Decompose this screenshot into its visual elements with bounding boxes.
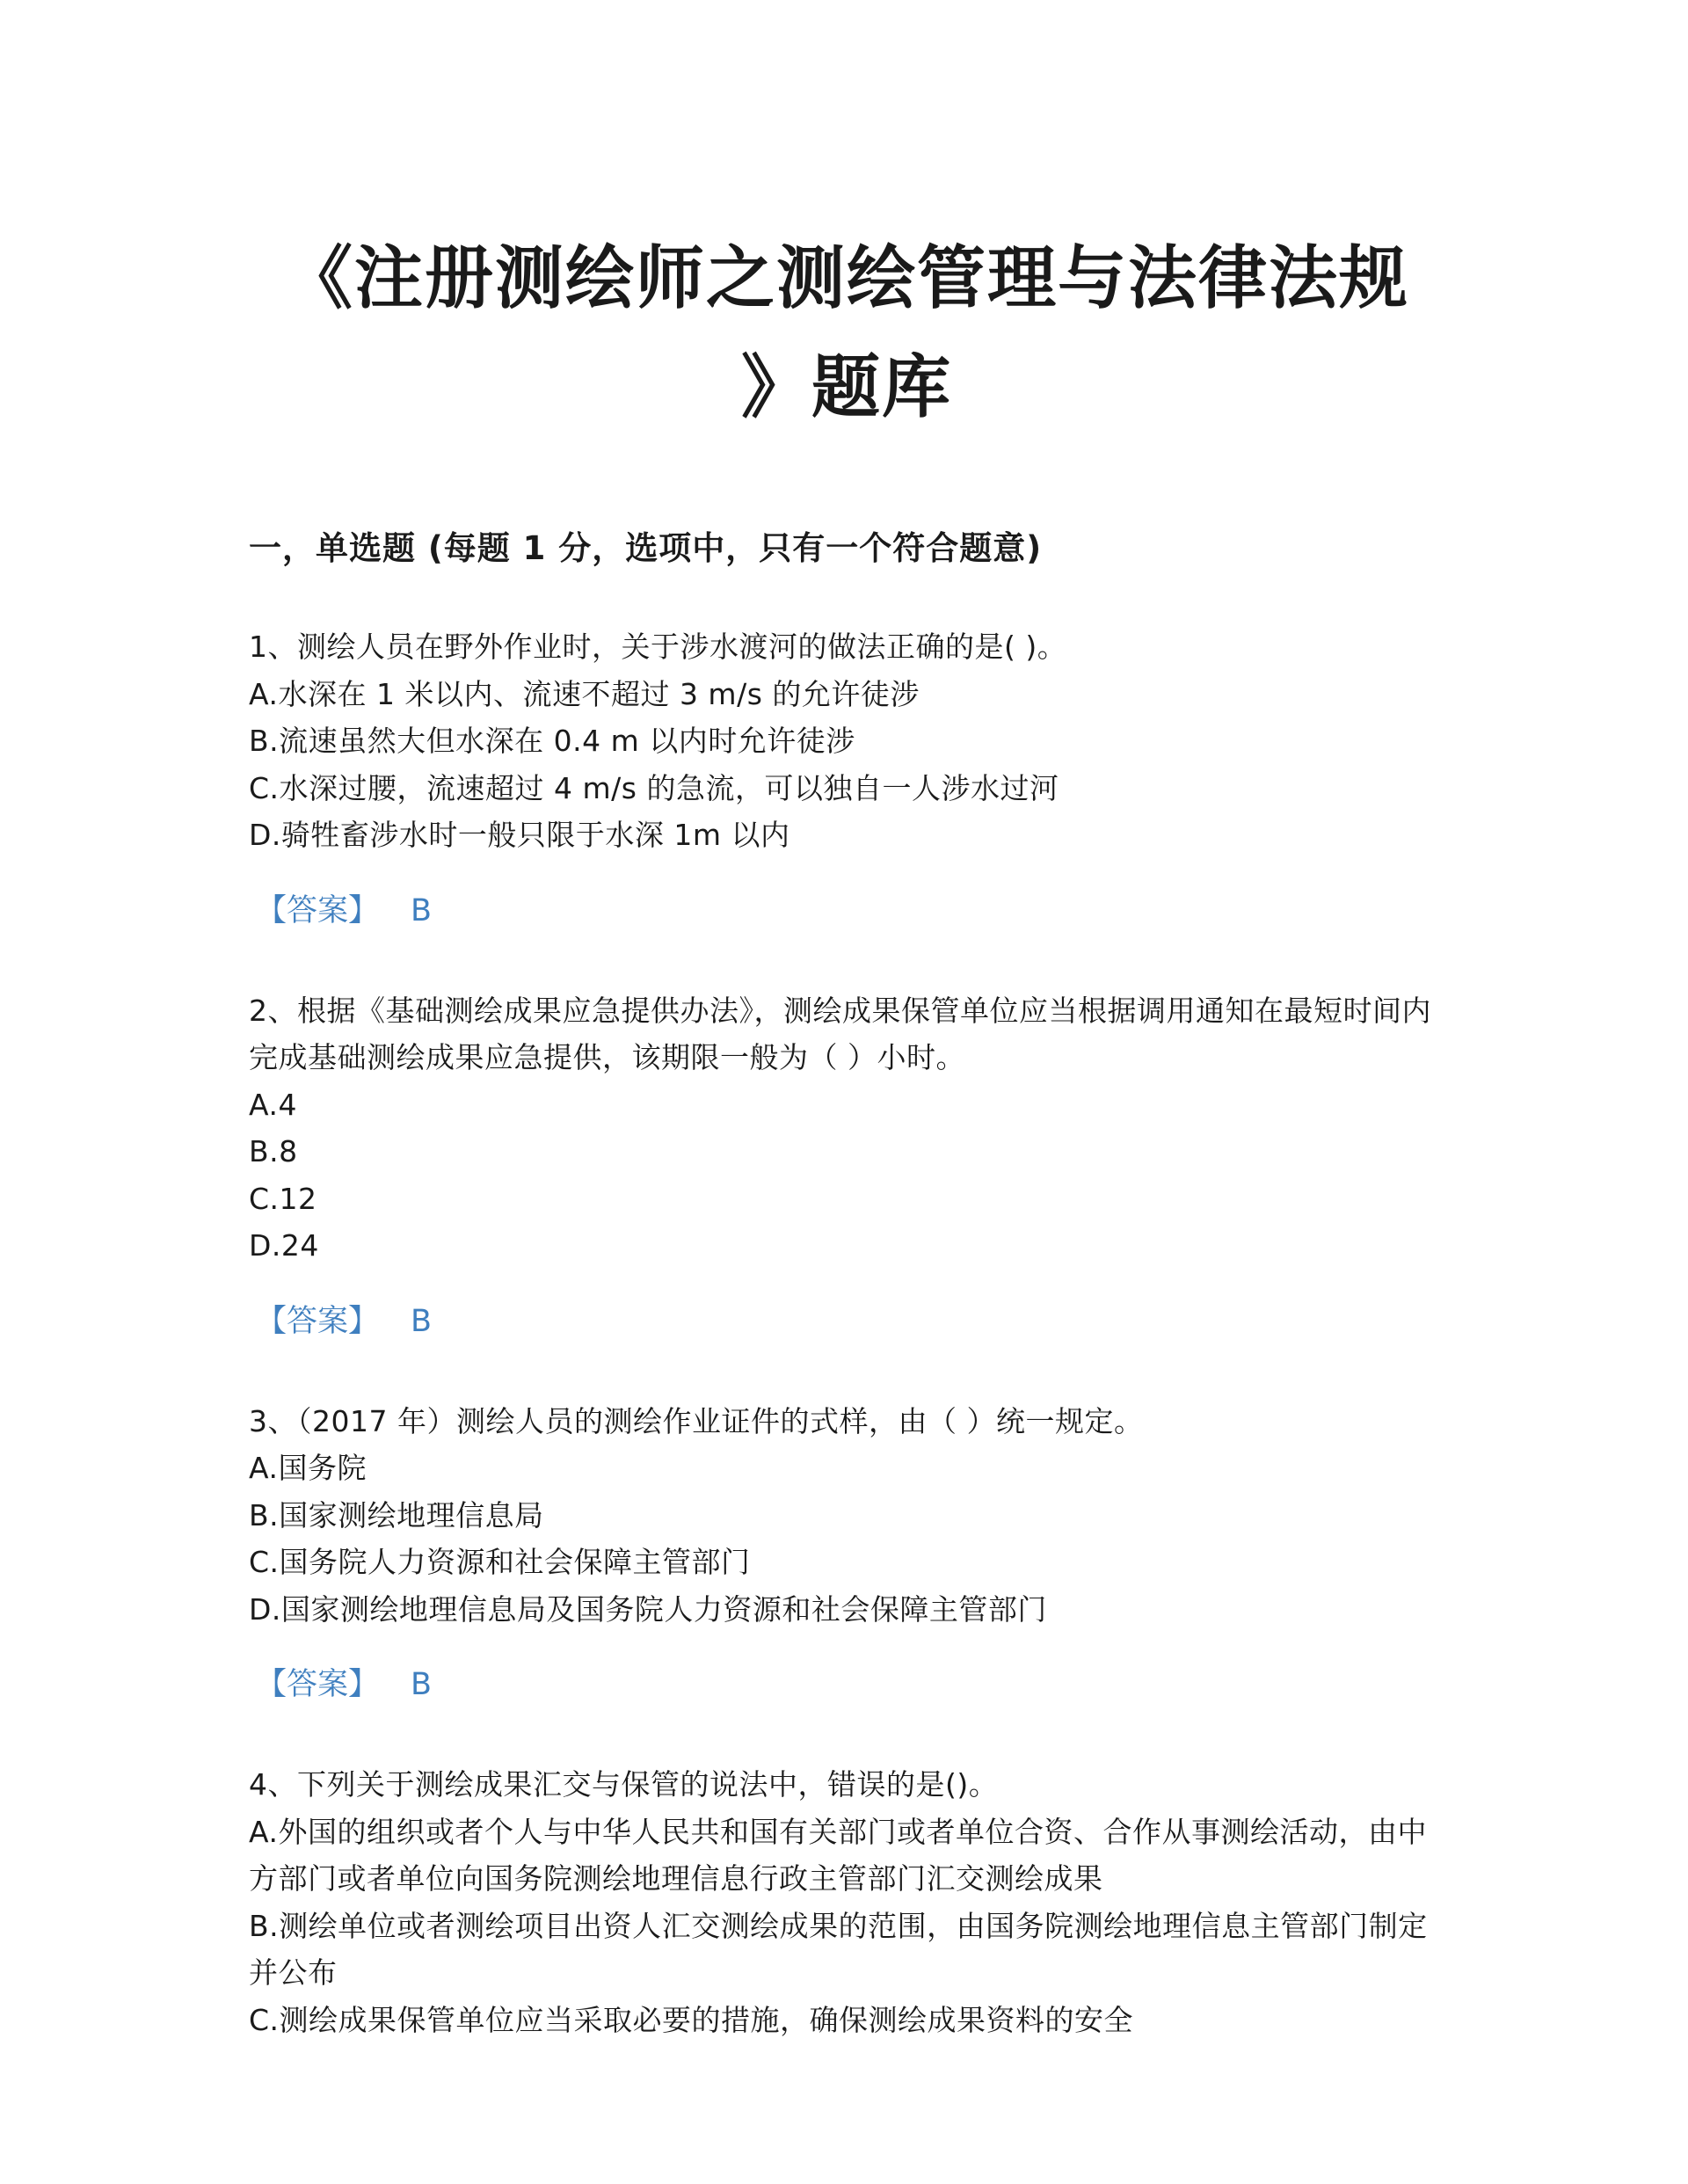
option-c: C.国务院人力资源和社会保障主管部门 (249, 1545, 751, 1579)
option-c: C.12 (249, 1181, 317, 1216)
option-a: A.国务院 (249, 1451, 367, 1485)
option-b: B.测绘单位或者测绘项目出资人汇交测绘成果的范围，由国务院测绘地理信息主管部门制定并公布 (249, 1908, 1428, 1990)
option-b: B.国家测绘地理信息局 (249, 1497, 544, 1532)
option-d: D.骑牲畜涉水时一般只限于水深 1m 以内 (249, 818, 790, 852)
answer-value: B (411, 1303, 433, 1339)
option-d: D.24 (249, 1228, 319, 1263)
option-d: D.国家测绘地理信息局及国务院人力资源和社会保障主管部门 (249, 1591, 1047, 1627)
answer-line (249, 1299, 1444, 1345)
question-2 (249, 987, 1444, 1345)
answer-value: B (411, 1667, 433, 1702)
answer-label: 【答案】 (256, 1303, 380, 1339)
document-title-line-1: 《注册测绘师之测绘管理与法律法规 (283, 238, 1409, 318)
option-a: A.水深在 1 米以内、流速不超过 3 m/s 的允许徒涉 (249, 676, 920, 711)
answer-line (249, 888, 1444, 935)
answer-label: 【答案】 (256, 1667, 380, 1702)
question-3 (249, 1398, 1444, 1709)
question-stem: 4、下列关于测绘成果汇交与保管的说法中，错误的是()。 (249, 1767, 999, 1802)
question-1 (249, 623, 1444, 935)
question-4 (249, 1761, 1444, 2043)
question-stem: 1、测绘人员在野外作业时，关于涉水渡河的做法正确的是( )。 (249, 630, 1067, 664)
option-c: C.水深过腰，流速超过 4 m/s 的急流，可以独自一人涉水过河 (249, 770, 1059, 805)
option-c: C.测绘成果保管单位应当采取必要的措施，确保测绘成果资料的安全 (249, 2002, 1134, 2037)
document-title (249, 224, 1444, 442)
option-b: B.8 (249, 1134, 298, 1168)
option-a: A.外国的组织或者个人与中华人民共和国有关部门或者单位合资、合作从事测绘活动，由中方部门或者单位向国务院测绘地理信息行政主管部门汇交测绘成果 (249, 1814, 1427, 1896)
question-stem: 2、根据《基础测绘成果应急提供办法》，测绘成果保管单位应当根据调用通知在最短时间内完成基础测绘成果应急提供，该期限一般为（ ）小时。 (249, 993, 1431, 1074)
document-title-line-2: 》题库 (740, 347, 952, 427)
document-page (249, 0, 1444, 2043)
answer-line (249, 1662, 1444, 1708)
answer-value: B (411, 892, 433, 928)
answer-label: 【答案】 (256, 892, 380, 928)
option-a: A.4 (249, 1087, 297, 1122)
option-b: B.流速虽然大但水深在 0.4 m 以内时允许徒涉 (249, 724, 855, 758)
section-heading: 一，单选题 (每题 1 分，选项中，只有一个符合题意) (249, 529, 1043, 567)
question-stem: 3、（2017 年）测绘人员的测绘作业证件的式样，由（ ）统一规定。 (249, 1403, 1144, 1438)
